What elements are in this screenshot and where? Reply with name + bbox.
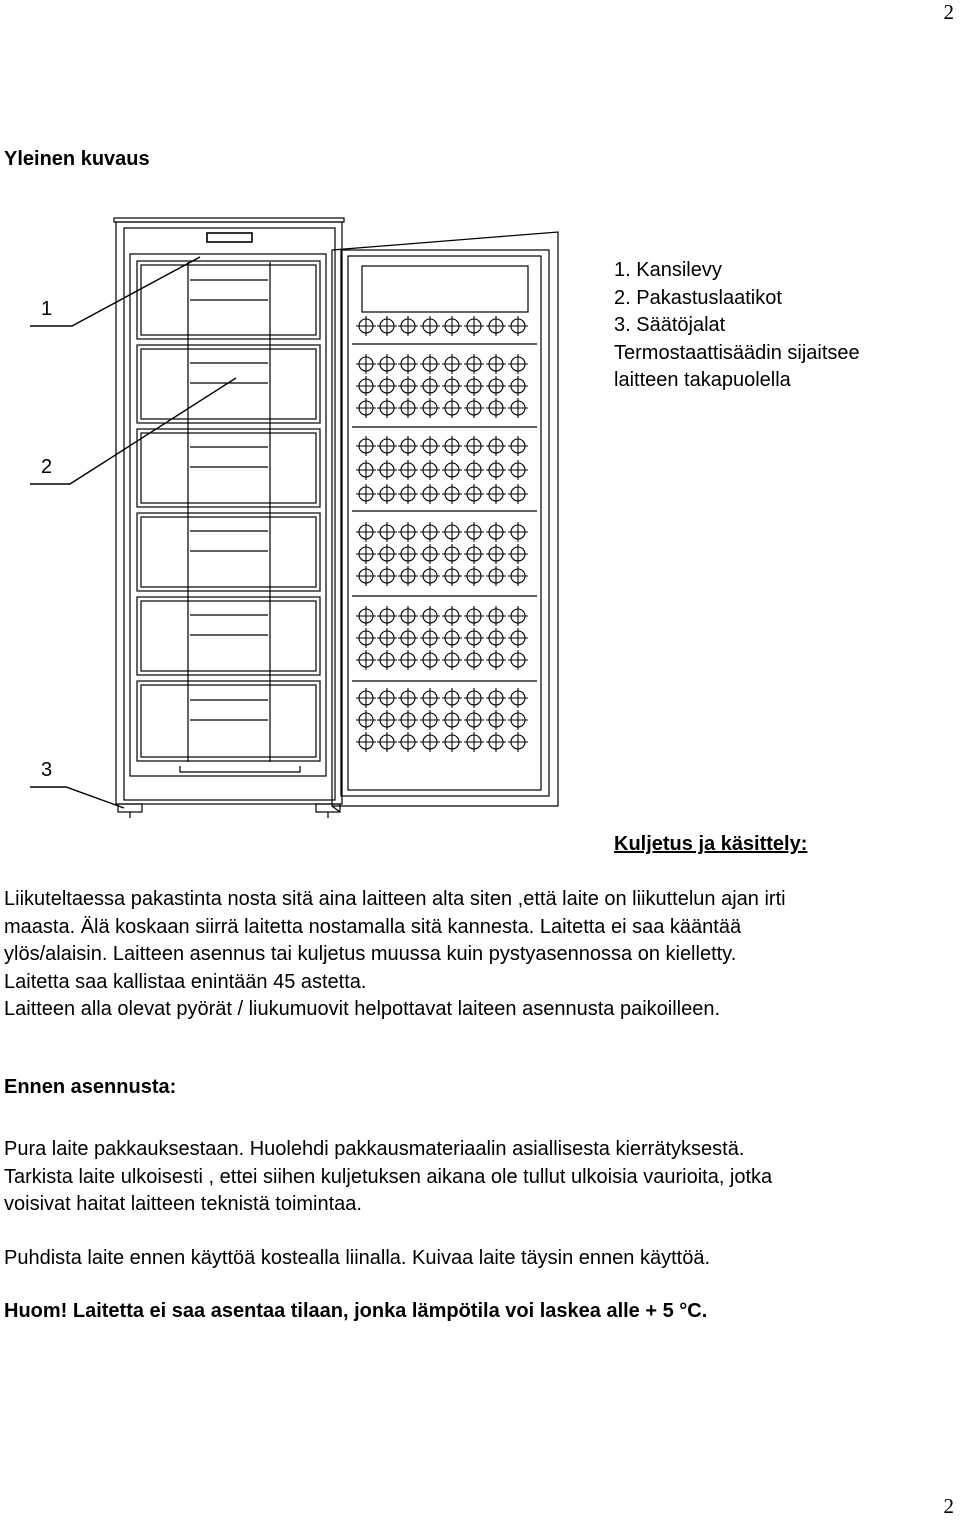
callout-line-3 xyxy=(30,787,124,808)
text-line: Pura laite pakkauksestaan. Huolehdi pakkausmateriaalin asiallisesta kierrätyksestä. xyxy=(4,1138,745,1160)
text-line: Liikuteltaessa pakastinta nosta sitä aina laitteen alta siten ,että laite on liikuttelun ajan irti xyxy=(4,888,786,910)
page-number-bottom: 2 xyxy=(943,1494,954,1518)
page-title: Yleinen kuvaus xyxy=(4,148,150,170)
page-number-top: 2 xyxy=(943,0,954,24)
text-line: Laitetta saa kallistaa enintään 45 astetta. xyxy=(4,970,367,993)
text-line: voisivat haitat laitteen teknistä toimintaa. xyxy=(4,1193,362,1215)
foot-right xyxy=(316,804,340,812)
callout-line-2 xyxy=(30,378,236,484)
text-line: ylös/alaisin. Laitteen asennus tai kuljetus muussa kuin pystyasennossa on kielletty. xyxy=(4,943,737,965)
drawers xyxy=(137,261,320,772)
transport-text xyxy=(4,886,954,1024)
foot-left xyxy=(118,804,142,812)
door-panel xyxy=(362,266,528,312)
door-coil-grid xyxy=(356,316,528,752)
legend-item: Termostaattisäädin sijaitsee xyxy=(614,341,860,364)
legend-item: 3. Säätöjalat xyxy=(614,314,726,336)
legend-item: 2. Pakastuslaatikot xyxy=(614,286,782,309)
callout-3: 3 xyxy=(41,759,53,781)
cleaning-text: Puhdista laite ennen käyttöä kostealla liinalla. Kuivaa laite täysin ennen käyttöä. xyxy=(4,1247,711,1269)
legend xyxy=(614,257,860,395)
legend-item: 1. Kansilevy xyxy=(614,259,722,281)
transport-heading: Kuljetus ja käsittely: xyxy=(614,833,808,855)
before-install-text xyxy=(4,1136,954,1219)
callout-2: 2 xyxy=(41,456,53,478)
callout-1: 1 xyxy=(41,298,53,320)
before-install-heading: Ennen asennusta: xyxy=(4,1076,177,1098)
warning-text: Huom! Laitetta ei saa asentaa tilaan, jonka lämpötila voi laskea alle + 5 °C. xyxy=(4,1300,708,1322)
callout-line-1 xyxy=(30,257,200,326)
top-handle xyxy=(207,233,252,242)
text-line: Tarkista laite ulkoisesti , ettei siihen kuljetuksen aikana ole tullut ulkoisia vaurioita, jotka xyxy=(4,1165,773,1188)
text-line: maasta. Älä koskaan siirrä laitetta nostamalla sitä kannesta. Laitetta ei saa kääntää xyxy=(4,915,742,938)
text-line: Laitteen alla olevat pyörät / liukumuovit helpottavat laiteen asennusta paikoilleen. xyxy=(4,998,721,1020)
legend-item: laitteen takapuolella xyxy=(614,369,791,391)
